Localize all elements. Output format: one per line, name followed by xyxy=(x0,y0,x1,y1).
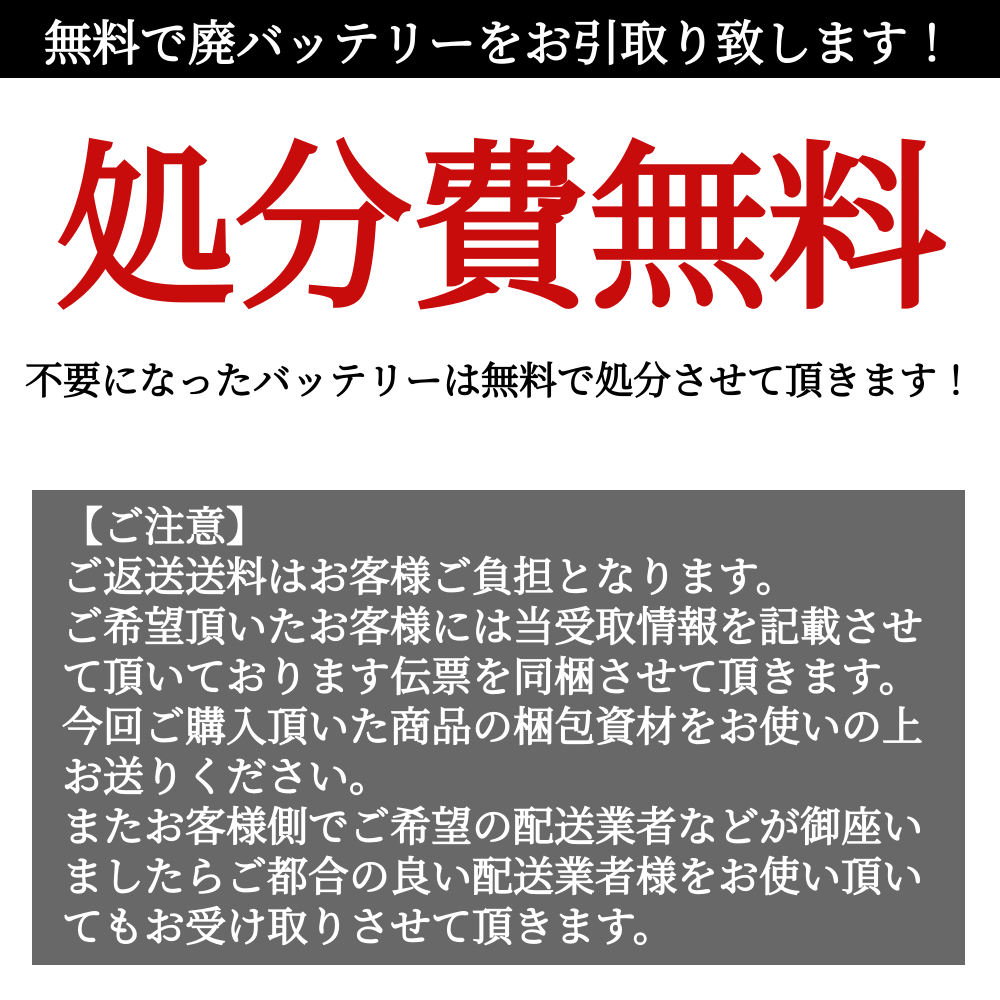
main-title xyxy=(0,124,1000,335)
notice-line: お送りください。 xyxy=(62,753,390,801)
top-banner-text: 無料で廃バッテリーをお引取り致します！ xyxy=(43,15,956,72)
top-banner xyxy=(0,0,1000,78)
main-title-text: 処分費無料 xyxy=(54,124,945,335)
notice-heading: 【ご注意】 xyxy=(62,503,267,551)
subtitle-text: 不要になったバッテリーは無料で処分させて頂きます！ xyxy=(24,358,975,403)
notice-line: てもお受け取りさせて頂きます。 xyxy=(62,903,674,951)
subtitle xyxy=(0,350,1000,405)
notice-line: 今回ご購入頂いた商品の梱包資材をお使いの上 xyxy=(62,703,923,751)
notice-box xyxy=(32,490,965,965)
notice-line: ましたらご都合の良い配送業者様をお使い頂い xyxy=(62,853,923,901)
notice-line: ご返送送料はお客様ご負担となります。 xyxy=(62,553,797,601)
notice-line: ご希望頂いたお客様には当受取情報を記載させ xyxy=(62,603,923,651)
notice-line: またお客様側でご希望の配送業者などが御座い xyxy=(62,803,923,851)
notice-line: て頂いております伝票を同梱させて頂きます。 xyxy=(62,653,920,701)
